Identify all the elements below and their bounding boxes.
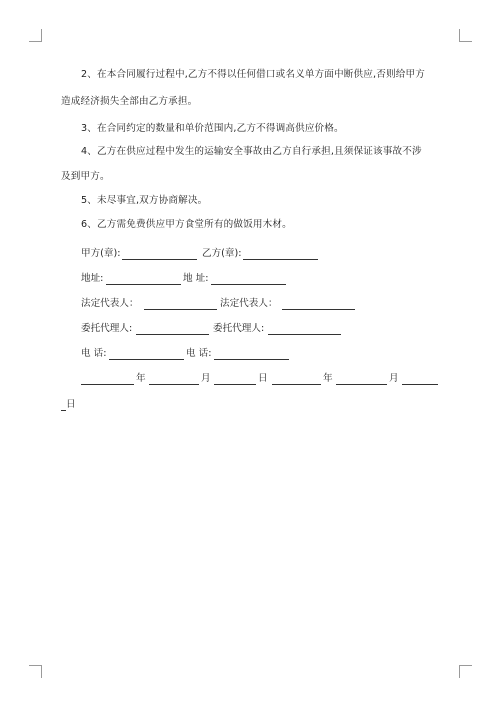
phone-1-label: 电 话: xyxy=(81,348,107,359)
clause-2-line-2: 造成经济损失全部由乙方承担。 xyxy=(61,96,198,107)
date-2-year-blank[interactable] xyxy=(272,384,321,385)
clause-3: 3、在合同约定的数量和单价范围内,乙方不得调高供应价格。 xyxy=(81,123,344,134)
legal-rep-1-label: 法定代表人： xyxy=(81,298,139,309)
clause-6: 6、乙方需免费供应甲方食堂所有的做饭用木材。 xyxy=(81,219,292,230)
date-1-month-blank[interactable] xyxy=(149,384,199,385)
agent-2-blank[interactable] xyxy=(268,334,341,335)
crop-mark-bottom-right xyxy=(459,665,472,678)
legal-rep-2-label: 法定代表人： xyxy=(220,298,278,309)
date-2-year-label: 年 xyxy=(323,373,333,384)
date-2-month-label: 月 xyxy=(389,373,399,384)
clause-5: 5、未尽事宜,双方协商解决。 xyxy=(81,195,208,206)
address-1-label: 地址: xyxy=(81,273,104,284)
legal-rep-1-blank[interactable] xyxy=(144,309,217,310)
agent-2-label: 委托代理人: xyxy=(213,323,265,334)
party-a-blank[interactable] xyxy=(122,259,197,260)
address-1-blank[interactable] xyxy=(106,284,181,285)
date-2-day-label: 日 xyxy=(66,399,76,410)
crop-mark-top-right xyxy=(459,29,472,42)
party-b-label: 乙方(章): xyxy=(202,248,242,259)
address-2-blank[interactable] xyxy=(211,284,286,285)
clause-4-line-1: 4、乙方在供应过程中发生的运输安全事故由乙方自行承担,且须保证该事故不涉 xyxy=(81,146,422,157)
clause-2-line-1: 2、在本合同履行过程中,乙方不得以任何借口或名义单方面中断供应,否则给甲方 xyxy=(81,69,425,80)
party-b-blank[interactable] xyxy=(243,259,318,260)
date-1-year-label: 年 xyxy=(136,373,146,384)
phone-1-blank[interactable] xyxy=(109,359,184,360)
agent-1-label: 委托代理人: xyxy=(81,323,133,334)
crop-mark-bottom-left xyxy=(29,665,42,678)
date-1-year-blank[interactable] xyxy=(81,384,134,385)
phone-2-blank[interactable] xyxy=(214,359,289,360)
clause-4-line-2: 及到甲方。 xyxy=(61,171,110,182)
crop-mark-top-left xyxy=(29,29,42,42)
date-1-day-label: 日 xyxy=(258,373,268,384)
legal-rep-2-blank[interactable] xyxy=(282,309,355,310)
agent-1-blank[interactable] xyxy=(136,334,209,335)
party-a-label: 甲方(章): xyxy=(81,248,121,259)
date-2-day-blank[interactable] xyxy=(402,384,438,385)
date-2-month-blank[interactable] xyxy=(336,384,387,385)
date-1-day-blank[interactable] xyxy=(214,384,256,385)
address-2-label: 地 址: xyxy=(183,273,209,284)
date-1-month-label: 月 xyxy=(201,373,211,384)
phone-2-label: 电 话: xyxy=(186,348,212,359)
